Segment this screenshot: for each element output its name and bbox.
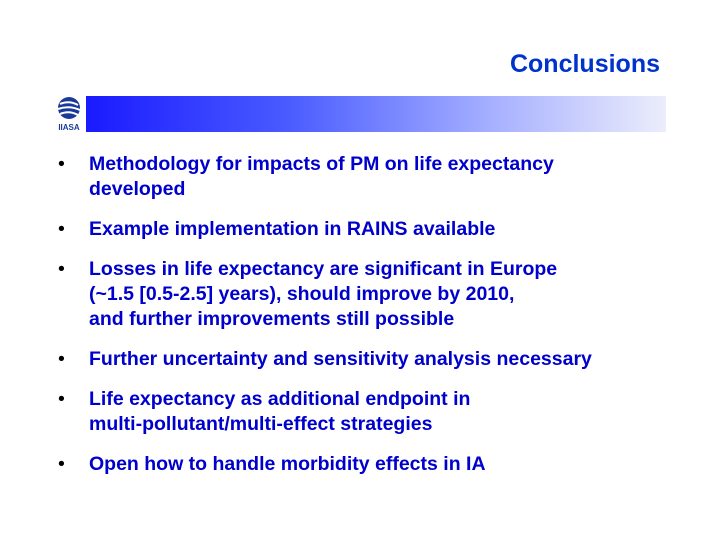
list-item — [58, 452, 698, 477]
list-item — [58, 217, 698, 242]
header-gradient-band — [86, 96, 666, 132]
bullet-marker: • — [58, 348, 65, 370]
bullet-text: Open how to handle morbidity effects in IA — [89, 453, 486, 475]
bullet-marker: • — [58, 388, 65, 410]
conclusion-list — [58, 152, 698, 492]
bullet-marker: • — [58, 453, 65, 475]
list-item — [58, 347, 698, 372]
logo-text: IIASA — [58, 123, 80, 132]
bullet-marker: • — [58, 258, 65, 280]
bullet-marker: • — [58, 218, 65, 240]
bullet-text: Further uncertainty and sensitivity analysis necessary — [89, 348, 592, 370]
bullet-text: Example implementation in RAINS available — [89, 218, 496, 240]
list-item — [58, 152, 698, 202]
list-item — [58, 387, 698, 437]
bullet-text: Methodology for impacts of PM on life expectancy developed — [89, 153, 554, 200]
iiasa-logo — [52, 95, 86, 133]
bullet-text: Losses in life expectancy are significant in Europe (~1.5 [0.5-2.5] years), should improve by 2010, and further improvements still possible — [89, 258, 558, 330]
bullet-marker: • — [58, 153, 65, 175]
bullet-text: Life expectancy as additional endpoint in multi-pollutant/multi-effect strategies — [89, 388, 471, 435]
list-item — [58, 257, 698, 332]
slide-title: Conclusions — [509, 50, 660, 78]
